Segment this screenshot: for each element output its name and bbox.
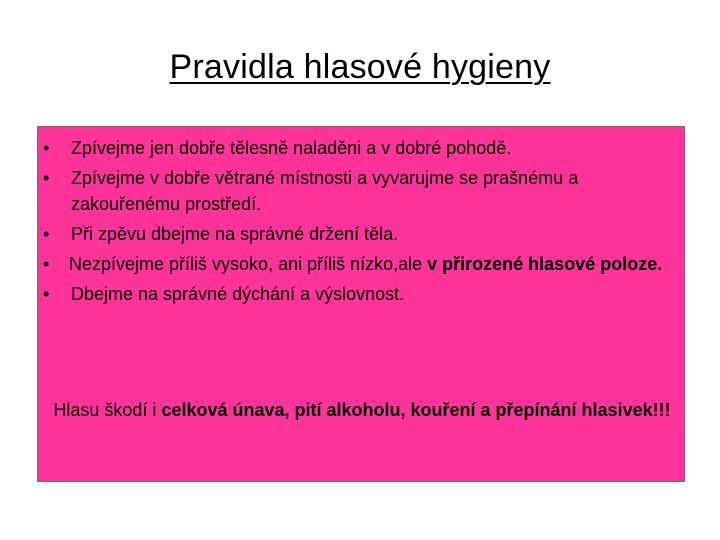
bullet-list [38,135,686,311]
bullet-item-2 [38,165,686,217]
bullet-text-bold: v přirozené hlasové poloze. [427,254,663,274]
bullet-glyph: • [43,138,50,158]
content-box [37,126,685,482]
warning-note-bold: celková únava, pití alkoholu, kouření a přepínání hlasivek!!! [161,400,671,420]
bullet-text: Zpívejme v dobře větrané místnosti a vyvarujme se prašnému a zakouřenému prostředí. [71,168,579,214]
bullet-glyph: • [43,224,50,244]
bullet-glyph: • [43,254,50,274]
bullet-item-3 [38,221,686,247]
slide-title: Pravidla hlasové hygieny [169,48,551,86]
bullet-text: Zpívejme jen dobře tělesně naladěni a v dobré pohodě. [71,138,512,158]
warning-note-normal: Hlasu škodí i [53,400,162,420]
warning-note [38,397,686,424]
bullet-item-4 [38,251,686,277]
bullet-item-1 [38,135,686,161]
bullet-glyph: • [43,168,50,188]
bullet-glyph: • [43,284,50,304]
bullet-item-5 [38,281,686,307]
bullet-text: Nezpívejme příliš vysoko, ani příliš nízko,ale [69,254,428,274]
bullet-text: Dbejme na správné dýchání a výslovnost. [71,284,405,304]
bullet-text: Při zpěvu dbejme na správné držení těla. [71,224,399,244]
